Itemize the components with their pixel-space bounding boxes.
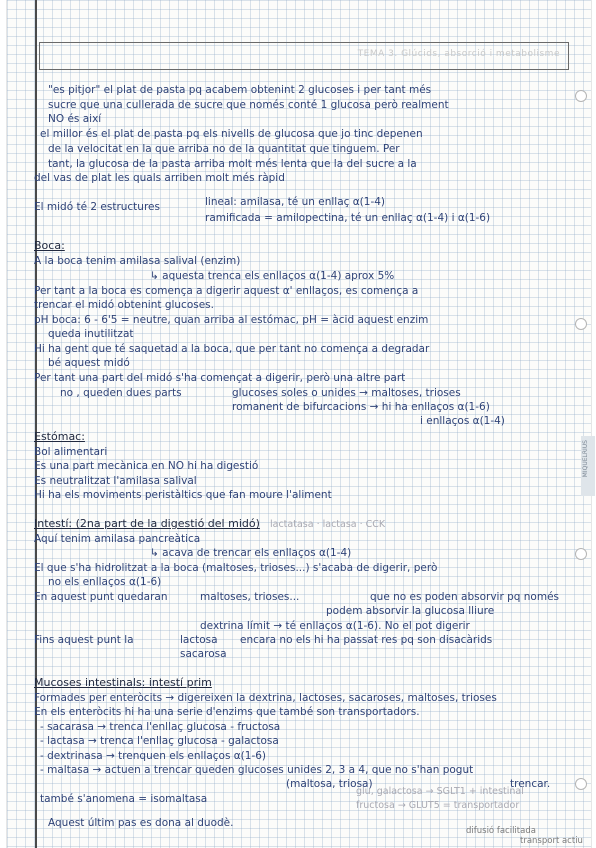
section-heading: Intestí: (2na part de la digestió del midó) (34, 517, 260, 530)
note-line: A la boca tenim amilasa salival (enzim) (34, 255, 241, 267)
note-line: i enllaços α(1-4) (420, 415, 505, 427)
note-line: Es una part mecànica en NO hi ha digestió (34, 460, 259, 472)
note-line: Per tant a la boca es comença a digerir aquest α' enllaços, es comença a (34, 285, 419, 297)
header-box (39, 42, 569, 70)
note-line: ramificada = amilopectina, té un enllaç α(1-4) i α(1-6) (205, 212, 491, 224)
note-line: Hi ha gent que té saquetad a la boca, que per tant no comença a degradar (34, 343, 430, 355)
note-line: també s'anomena = isomaltasa (40, 793, 208, 805)
note-line: lineal: amilasa, té un enllaç α(1-4) (205, 196, 386, 208)
section-heading: Mucoses intestinals: intestí prim (34, 676, 212, 689)
note-line: Es neutralitzat l'amilasa salival (34, 475, 197, 487)
note-line: podem absorvir la glucosa lliure (326, 605, 495, 617)
note-line: El que s'ha hidrolitzat a la boca (maltoses, trioses...) s'acaba de digerir, però (34, 562, 438, 574)
note-line: de la velocitat en la que arriba no de la quantitat que tinguem. Per (48, 143, 400, 155)
note-line: (maltosa, triosa) (286, 778, 373, 790)
note-line: sacarosa (180, 648, 227, 660)
note-line: - dextrinasa → trenquen els enllaços α(1-6) (40, 750, 267, 762)
note-line: Aquí tenim amilasa pancreàtica (34, 533, 201, 545)
note-line: Aquest últim pas es dona al duodè. (48, 817, 234, 829)
header-faded-title: TEMA 3. Glúcids, absorció i metabolisme (357, 49, 560, 59)
note-line: encara no els hi ha passat res pq son disacàrids (240, 634, 493, 646)
note-line: En els enteròcits hi ha una serie d'enzims que també son transportadors. (34, 706, 420, 718)
note-line: bé aquest midó (48, 357, 130, 369)
note-line: - lactasa → trenca l'enllaç glucosa - galactosa (40, 735, 279, 747)
note-line: Formades per enteròcits → digereixen la dextrina, lactoses, sacaroses, maltoses, trioses (34, 692, 497, 704)
section-heading: Estómac: (34, 430, 85, 443)
note-line: ↳ acava de trencar els enllaços α(1-4) (150, 547, 352, 559)
note-line: no els enllaços α(1-6) (48, 576, 162, 588)
note-line: que no es poden absorvir pq només (370, 591, 560, 603)
note-line: NO és així (48, 113, 102, 125)
note-line: no , queden dues parts (60, 387, 182, 399)
note-line: maltoses, trioses... (200, 591, 300, 603)
note-line: dextrina límit → té enllaços α(1-6). No el pot digerir (200, 620, 470, 632)
note-line: glucoses soles o unides → maltoses, trioses (232, 387, 461, 399)
note-line: queda inutilitzat (48, 328, 134, 340)
binder-hole (575, 548, 587, 560)
faded-note: lactatasa · lactasa · CCK (270, 519, 386, 530)
note-line: Hi ha els moviments peristàltics que fan moure l'aliment (34, 489, 332, 501)
note-line: romanent de bifurcacions → hi ha enllaços α(1-6) (232, 401, 490, 413)
note-line: Per tant una part del midó s'ha començat a digerir, però una altre part (34, 372, 406, 384)
note-line: Fins aquest punt la (34, 634, 134, 646)
note-line: Bol alimentari (34, 446, 108, 458)
note-line: sucre que una cullerada de sucre que només conté 1 glucosa però realment (48, 99, 449, 111)
binder-hole (575, 778, 587, 790)
note-line: lactosa (180, 634, 218, 646)
note-line: - sacarasa → trenca l'enllaç glucosa - fructosa (40, 721, 281, 733)
note-line: "es pitjor" el plat de pasta pq acabem obtenint 2 glucoses i per tant més (48, 84, 432, 96)
note-line: - maltasa → actuen a trencar queden glucoses unides 2, 3 a 4, que no s'han pogut (40, 764, 474, 776)
note-line: trencar. (510, 778, 551, 790)
faded-note: glu, galactosa → SGLT1 + intestinal (356, 786, 524, 797)
note-line: del vas de plat les quals arriben molt més ràpid (34, 172, 285, 184)
note-line: El midó té 2 estructures (34, 201, 160, 213)
binder-hole (575, 90, 587, 102)
note-line: ↳ aquesta trenca els enllaços α(1-4) aprox 5% (150, 270, 395, 282)
note-line: el millor és el plat de pasta pq els nivells de glucosa que jo tinc depenen (40, 128, 423, 140)
brand-logo: MIQUELRIUS (582, 440, 589, 478)
section-heading: Boca: (34, 239, 65, 252)
note-line: tant, la glucosa de la pasta arriba molt més lenta que la del sucre a la (48, 158, 417, 170)
note-line: pH boca: 6 - 6'5 = neutre, quan arriba al estómac, pH = àcid aquest enzim (34, 314, 429, 326)
binder-hole (575, 318, 587, 330)
pencil-note: transport actiu (520, 836, 583, 846)
note-line: trencar el midó obtenint glucoses. (34, 299, 214, 311)
note-line: En aquest punt quedaran (34, 591, 168, 603)
faded-note: fructosa → GLUT5 = transportador (356, 800, 520, 811)
pencil-note: difusió facilitada (466, 826, 536, 836)
margin-line (35, 0, 37, 848)
